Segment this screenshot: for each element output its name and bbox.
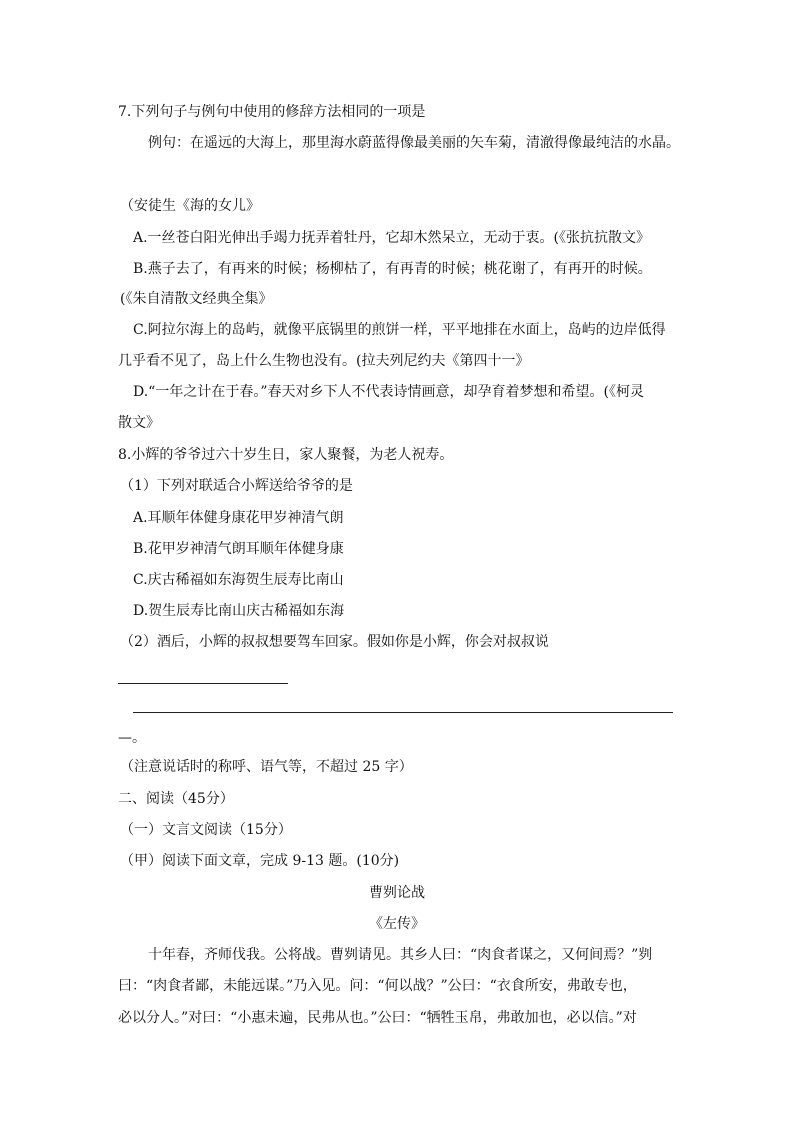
section-2-title: 二、阅读（45分）: [118, 791, 234, 807]
section-2-part-1a: （甲）阅读下面文章，完成 9-13 题。(10分): [120, 853, 400, 869]
question-7-example-source: （安徒生《海的女儿》: [120, 198, 260, 214]
question-7-example: 例句：在遥远的大海上，那里海水蔚蓝得像最美丽的矢车菊，清澈得像最纯洁的水晶。: [148, 135, 680, 151]
question-7-option-c: C.阿拉尔海上的岛屿，就像平底锅里的煎饼一样，平平地排在水面上，岛屿的边岸低得: [133, 322, 666, 338]
passage-line-3: 必以分人。”对曰：“小惠未遍，民弗从也。”公曰：“牺牲玉帛，弗敢加也，必以信。”对: [118, 1010, 637, 1026]
answer-blank-line-1: [118, 683, 288, 684]
section-2-part-1: （一）文言文阅读（15分）: [120, 822, 292, 838]
question-7-option-d: D.“一年之计在于春。”春天对乡下人不代表诗情画意，却孕育着梦想和希望。(《柯灵: [133, 384, 644, 400]
question-8-note: （注意说话时的称呼、语气等，不超过 25 字）: [120, 759, 413, 775]
question-7-option-d-cont: 散文》: [118, 415, 160, 431]
passage-line-2: 曰：“肉食者鄙，未能远谋。”乃入见。问：“何以战？”公曰：“衣食所安，弗敢专也，: [118, 978, 637, 994]
question-7-option-b: B.燕子去了，有再来的时候；杨柳枯了，有再青的时候；桃花谢了，有再开的时候。: [133, 261, 652, 277]
question-7-option-b-source: (《朱自清散文经典全集》: [120, 291, 273, 307]
question-7-option-c-cont: 几乎看不见了，岛上什么生物也没有。(拉夫列尼约夫《第四十一》: [118, 353, 530, 369]
question-8-option-a: A.耳顺年体健身康花甲岁神清气朗: [133, 510, 344, 526]
question-8-option-b: B.花甲岁神清气朗耳顺年体健身康: [133, 541, 344, 557]
question-8-option-d: D.贺生辰寿比南山庆古稀福如东海: [133, 603, 345, 619]
question-8-sub1: （1）下列对联适合小辉送给爷爷的是: [120, 478, 353, 494]
answer-blank-line-2: [133, 712, 673, 713]
passage-title: 曹刿论战: [369, 885, 425, 901]
question-8-sub2: （2）酒后，小辉的叔叔想要驾车回家。假如你是小辉，你会对叔叔说: [120, 634, 549, 650]
question-7-stem: 7.下列句子与例句中使用的修辞方法相同的一项是: [118, 104, 426, 120]
question-7-option-a: A.一丝苍白阳光伸出手竭力抚弄着牡丹，它却木然呆立，无动于衷。(《张抗抗散文》: [133, 230, 651, 246]
passage-source: 《左传》: [369, 916, 425, 932]
question-8-stem: 8.小辉的爷爷过六十岁生日，家人聚餐，为老人祝寿。: [118, 447, 454, 463]
question-8-answer-end: —。: [118, 730, 146, 746]
passage-line-1: 十年春，齐师伐我。公将战。曹刿请见。其乡人曰：“肉食者谋之，又何间焉？”刿: [148, 947, 653, 963]
question-8-option-c: C.庆古稀福如东海贺生辰寿比南山: [133, 572, 344, 588]
